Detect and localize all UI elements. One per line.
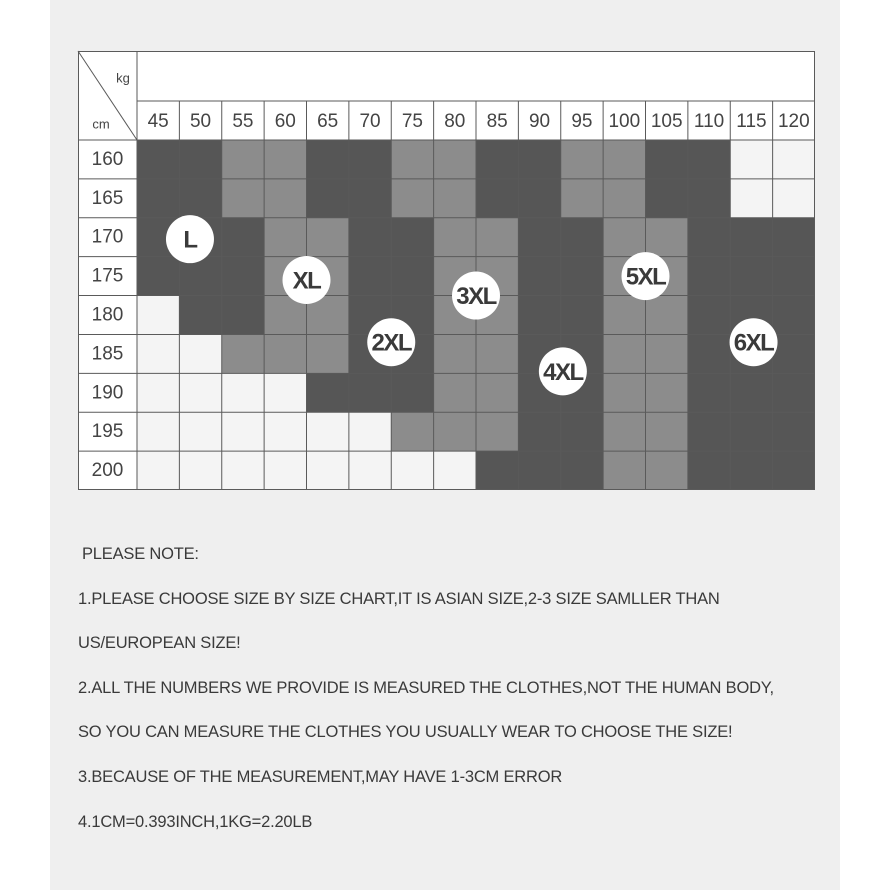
chart-cell-195-60 <box>264 412 306 451</box>
chart-cell-195-75 <box>391 412 433 451</box>
note-line-1: 1.PLEASE CHOOSE SIZE BY SIZE CHART,IT IS ASIAN SIZE,2-3 SIZE SAMLLER THAN <box>78 590 720 608</box>
chart-cell-175-70 <box>349 257 391 296</box>
height-label-165: 165 <box>91 187 124 209</box>
chart-cell-190-45 <box>137 373 179 412</box>
chart-cell-160-80 <box>434 140 476 179</box>
weight-label-105: 105 <box>650 111 683 132</box>
chart-cell-190-70 <box>349 373 391 412</box>
chart-cell-190-110 <box>688 373 730 412</box>
weight-label-80: 80 <box>444 111 466 132</box>
chart-cell-180-50 <box>179 296 221 335</box>
chart-cell-200-120 <box>773 451 815 490</box>
weight-label-45: 45 <box>147 111 169 132</box>
chart-cell-200-105 <box>646 451 688 490</box>
chart-cell-165-90 <box>518 179 560 218</box>
size-label-3xl: 3XL <box>456 283 496 311</box>
size-label-5xl: 5XL <box>625 263 666 291</box>
chart-cell-200-100 <box>603 451 645 490</box>
chart-cell-170-120 <box>773 218 815 257</box>
height-label-195: 195 <box>91 421 124 443</box>
chart-cell-165-50 <box>179 179 221 218</box>
chart-cell-185-50 <box>179 334 221 373</box>
chart-cell-195-95 <box>561 412 603 451</box>
chart-cell-180-95 <box>561 296 603 335</box>
chart-cell-180-100 <box>603 296 645 335</box>
chart-cell-200-45 <box>137 451 179 490</box>
weight-unit-label: kg <box>116 70 130 86</box>
chart-cell-160-115 <box>730 140 772 179</box>
chart-cell-160-45 <box>137 140 179 179</box>
note-heading: PLEASE NOTE: <box>82 545 199 563</box>
chart-cell-200-95 <box>561 451 603 490</box>
chart-cell-170-80 <box>434 218 476 257</box>
chart-cell-190-85 <box>476 373 518 412</box>
chart-cell-190-65 <box>307 373 349 412</box>
chart-cell-195-85 <box>476 412 518 451</box>
chart-cell-165-110 <box>688 179 730 218</box>
height-label-180: 180 <box>91 304 124 326</box>
height-label-185: 185 <box>91 343 124 365</box>
chart-cell-180-45 <box>137 296 179 335</box>
chart-cell-165-70 <box>349 179 391 218</box>
chart-cell-185-120 <box>773 334 815 373</box>
chart-cell-200-75 <box>391 451 433 490</box>
size-label-6xl: 6XL <box>733 329 774 357</box>
weight-label-95: 95 <box>571 111 593 132</box>
chart-cell-185-80 <box>434 334 476 373</box>
chart-cell-175-90 <box>518 257 560 296</box>
chart-cell-175-75 <box>391 257 433 296</box>
chart-cell-195-115 <box>730 412 772 451</box>
weight-label-100: 100 <box>608 111 641 132</box>
chart-cell-190-120 <box>773 373 815 412</box>
chart-cell-185-110 <box>688 334 730 373</box>
chart-cell-200-65 <box>307 451 349 490</box>
chart-cell-165-75 <box>391 179 433 218</box>
chart-cell-170-85 <box>476 218 518 257</box>
chart-cell-170-70 <box>349 218 391 257</box>
chart-cell-160-90 <box>518 140 560 179</box>
height-label-175: 175 <box>91 265 124 287</box>
chart-cell-170-115 <box>730 218 772 257</box>
chart-cell-160-70 <box>349 140 391 179</box>
size-label-l: L <box>183 226 197 254</box>
chart-cell-165-60 <box>264 179 306 218</box>
chart-cell-195-100 <box>603 412 645 451</box>
chart-cell-200-90 <box>518 451 560 490</box>
chart-cell-195-110 <box>688 412 730 451</box>
chart-cell-195-120 <box>773 412 815 451</box>
weight-label-90: 90 <box>528 111 551 132</box>
chart-cell-190-50 <box>179 373 221 412</box>
chart-cell-170-60 <box>264 218 306 257</box>
chart-cell-180-110 <box>688 296 730 335</box>
chart-cell-195-55 <box>222 412 264 451</box>
chart-cell-175-45 <box>137 257 179 296</box>
chart-cell-195-80 <box>434 412 476 451</box>
chart-cell-165-80 <box>434 179 476 218</box>
chart-cell-185-65 <box>307 334 349 373</box>
chart-cell-160-95 <box>561 140 603 179</box>
height-unit-label: cm <box>92 116 110 132</box>
chart-cell-165-85 <box>476 179 518 218</box>
chart-cell-175-115 <box>730 257 772 296</box>
chart-cell-175-110 <box>688 257 730 296</box>
chart-cell-185-45 <box>137 334 179 373</box>
chart-cell-165-65 <box>307 179 349 218</box>
chart-cell-195-105 <box>646 412 688 451</box>
chart-cell-195-50 <box>179 412 221 451</box>
chart-cell-160-120 <box>773 140 815 179</box>
chart-cell-200-50 <box>179 451 221 490</box>
weight-label-55: 55 <box>232 111 254 132</box>
chart-cell-170-55 <box>222 218 264 257</box>
chart-cell-170-105 <box>646 218 688 257</box>
chart-cell-160-75 <box>391 140 433 179</box>
chart-cell-160-105 <box>646 140 688 179</box>
note-line-4: 4.1CM=0.393INCH,1KG=2.20LB <box>78 813 313 831</box>
chart-cell-170-110 <box>688 218 730 257</box>
weight-label-115: 115 <box>736 111 767 132</box>
note-line-1b: US/EUROPEAN SIZE! <box>78 634 241 652</box>
weight-label-65: 65 <box>317 111 339 132</box>
chart-cell-200-70 <box>349 451 391 490</box>
chart-cell-180-90 <box>518 296 560 335</box>
height-label-200: 200 <box>91 460 124 482</box>
chart-cell-160-85 <box>476 140 518 179</box>
weight-label-60: 60 <box>274 111 296 132</box>
weight-label-70: 70 <box>359 111 381 132</box>
size-label-2xl: 2XL <box>371 329 412 357</box>
chart-cell-200-110 <box>688 451 730 490</box>
chart-cell-175-55 <box>222 257 264 296</box>
chart-cell-175-95 <box>561 257 603 296</box>
chart-cell-170-95 <box>561 218 603 257</box>
chart-cell-165-55 <box>222 179 264 218</box>
chart-cell-190-55 <box>222 373 264 412</box>
chart-cell-160-50 <box>179 140 221 179</box>
chart-cell-160-100 <box>603 140 645 179</box>
chart-cell-185-55 <box>222 334 264 373</box>
chart-cell-185-60 <box>264 334 306 373</box>
weight-label-110: 110 <box>693 111 725 132</box>
chart-cell-195-90 <box>518 412 560 451</box>
chart-cell-195-70 <box>349 412 391 451</box>
chart-cell-180-105 <box>646 296 688 335</box>
chart-cell-190-60 <box>264 373 306 412</box>
weight-label-120: 120 <box>777 111 810 132</box>
chart-cell-180-55 <box>222 296 264 335</box>
chart-cell-165-45 <box>137 179 179 218</box>
chart-cell-200-115 <box>730 451 772 490</box>
chart-cell-165-105 <box>646 179 688 218</box>
chart-cell-185-85 <box>476 334 518 373</box>
chart-cell-170-75 <box>391 218 433 257</box>
note-line-2b: SO YOU CAN MEASURE THE CLOTHES YOU USUALLY WEAR TO CHOOSE THE SIZE! <box>78 723 733 741</box>
chart-cell-190-100 <box>603 373 645 412</box>
chart-cell-165-95 <box>561 179 603 218</box>
note-line-3: 3.BECAUSE OF THE MEASUREMENT,MAY HAVE 1-3CM ERROR <box>78 768 563 786</box>
chart-cell-165-120 <box>773 179 815 218</box>
chart-cell-170-100 <box>603 218 645 257</box>
chart-cell-195-45 <box>137 412 179 451</box>
chart-cell-170-90 <box>518 218 560 257</box>
chart-cell-200-55 <box>222 451 264 490</box>
chart-cell-190-80 <box>434 373 476 412</box>
size-label-xl: XL <box>292 267 321 295</box>
weight-label-85: 85 <box>486 111 508 132</box>
weight-label-50: 50 <box>189 111 212 132</box>
chart-cell-190-115 <box>730 373 772 412</box>
chart-cell-160-55 <box>222 140 264 179</box>
note-line-2: 2.ALL THE NUMBERS WE PROVIDE IS MEASURED THE CLOTHES,NOT THE HUMAN BODY, <box>78 679 774 697</box>
size-label-4xl: 4XL <box>543 358 583 386</box>
chart-cell-200-85 <box>476 451 518 490</box>
weight-label-75: 75 <box>401 111 424 132</box>
chart-cell-160-60 <box>264 140 306 179</box>
height-label-190: 190 <box>91 382 124 404</box>
chart-cell-180-120 <box>773 296 815 335</box>
chart-cell-200-80 <box>434 451 476 490</box>
chart-cell-170-65 <box>307 218 349 257</box>
chart-cell-200-60 <box>264 451 306 490</box>
chart-cell-165-115 <box>730 179 772 218</box>
chart-cell-190-75 <box>391 373 433 412</box>
chart-cell-190-105 <box>646 373 688 412</box>
chart-cell-160-110 <box>688 140 730 179</box>
chart-cell-185-105 <box>646 334 688 373</box>
height-label-160: 160 <box>91 148 124 170</box>
height-label-170: 170 <box>91 226 124 248</box>
chart-cell-165-100 <box>603 179 645 218</box>
chart-cell-160-65 <box>307 140 349 179</box>
chart-cell-175-120 <box>773 257 815 296</box>
chart-cell-185-100 <box>603 334 645 373</box>
chart-cell-195-65 <box>307 412 349 451</box>
